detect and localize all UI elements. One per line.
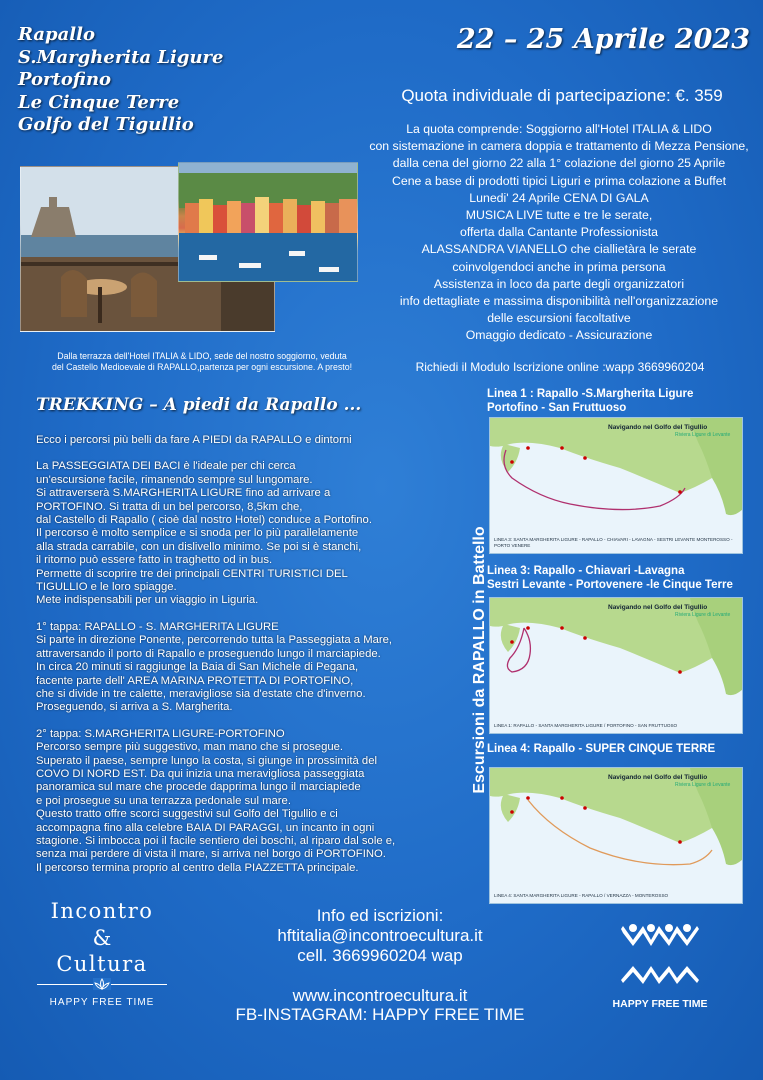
- trekking-para-line: La PASSEGGIATA DEI BACI è l'ideale per chi cerca: [36, 460, 296, 473]
- trekking-para-line: accompagna fino alla celebre BAIA DI PARAGGI, un incanto in ogni: [36, 821, 375, 834]
- excursions-vertical-text: Escursioni da RAPALLO in Battello: [471, 526, 488, 794]
- includes-item: Cene a base di prodotti tipici Liguri e prima colazione a Buffet: [391, 173, 727, 188]
- trekking-para-line: Superato il paese, sempre lungo la costa, si giunge in prossimità del: [36, 754, 377, 767]
- map-illustration: [490, 598, 743, 734]
- route-2-map: [489, 597, 743, 734]
- includes-item: Omaggio dedicato - Assicurazione: [465, 328, 653, 343]
- route-2-title: Linea 3: Rapallo - Chiavari -Lavagna Sestri Levante - Portovenere -le Cinque Terre: [487, 565, 733, 591]
- people-icon: [615, 920, 705, 990]
- trekking-para-line: senza mai perdere di vista il mare, si arriva nel borgo di PORTOFINO.: [36, 848, 386, 861]
- trekking-para-line: e poi prosegue su una terrazza pedonale sul mare.: [36, 794, 291, 807]
- trekking-para-line: panoramica sul mare che procede dapprima lungo il marciapiede: [36, 781, 361, 794]
- portofino-illustration: [179, 163, 358, 282]
- map-footer: LINEA 1: RAPALLO - SANTA MARGHERITA LIGURE / PORTOFINO - SAN FRUTTUOSO: [494, 723, 678, 728]
- trekking-intro: Ecco i percorsi più belli da fare A PIEDI da RAPALLO e dintorni: [36, 434, 352, 446]
- incontro-cultura-logo: [28, 898, 176, 1008]
- contact-email[interactable]: hftitalia@incontroecultura.it: [277, 926, 483, 945]
- includes-item: con sistemazione in camera doppia e trattamento di Mezza Pensione,: [369, 139, 749, 154]
- contacts-title: Info ed iscrizioni:: [316, 906, 444, 925]
- lotus-icon: [93, 978, 111, 990]
- trekking-para-line: Il percorso è molto semplice e si snoda per lo più parallelamente: [36, 527, 359, 540]
- includes-item: La quota comprende: Soggiorno all'Hotel ITALIA & LIDO: [406, 122, 712, 136]
- map-subheading: Riviera Ligure di Levante: [675, 432, 731, 438]
- map-heading: Navigando nel Golfo del Tigullio: [608, 424, 708, 431]
- includes-item: offerta dalla Cantante Professionista: [459, 225, 658, 240]
- includes-item: MUSICA LIVE tutte e tre le serate,: [465, 208, 653, 223]
- price-line: Quota individuale di partecipazione: €. 359: [401, 86, 723, 105]
- map-subheading: Riviera Ligure di Levante: [675, 612, 731, 618]
- trekking-para-line: attraversando il porto di Rapallo e proseguendo lungo il marciapiede.: [36, 647, 381, 660]
- trekking-para-line: Proseguendo, si arriva a S. Margherita.: [36, 701, 233, 714]
- trekking-para-line: Il percorso termina proprio al centro della PIAZZETTA principale.: [36, 861, 359, 874]
- logo-tagline: HAPPY FREE TIME: [49, 997, 155, 1008]
- trekking-para-line: il ritorno può essere fatto in traghetto od in bus.: [36, 554, 273, 567]
- map-subheading: Riviera Ligure di Levante: [675, 782, 731, 788]
- caption-line: del Castello Medioevale di RAPALLO,partenza per ogni escursione. A presto!: [51, 362, 353, 372]
- map-heading: Navigando nel Golfo del Tigullio: [608, 774, 708, 781]
- route-1-title: Linea 1 : Rapallo -S.Margherita Ligure Portofino - San Fruttuoso: [487, 388, 694, 414]
- destination-item: Portofino: [18, 69, 112, 90]
- trekking-para-line: 1° tappa: RAPALLO - S. MARGHERITA LIGURE: [36, 620, 279, 633]
- map-footer: LINEA 4: SANTA MARGHERITA LIGURE - RAPALLO / VERNAZZA - MONTEROSSO: [494, 893, 669, 898]
- trekking-para-line: dal Castello di Rapallo ( cioè dal nostro Hotel) conduce a Portofino.: [36, 514, 372, 527]
- trekking-para-line: Permette di scoprire tre dei principali CENTRI TURISTICI DEL: [36, 567, 348, 580]
- event-dates: 22 – 25 Aprile 2023: [456, 24, 750, 55]
- portofino-photo: [178, 162, 358, 282]
- trekking-para-line: facente parte dell' AREA MARINA PROTETTA DI PORTOFINO,: [36, 674, 354, 687]
- happy-free-time-text: HAPPY FREE TIME: [612, 998, 708, 1010]
- destination-item: Rapallo: [18, 24, 95, 45]
- map-illustration: [490, 418, 743, 554]
- trekking-para-line: TIGULLIO e le loro spiagge.: [36, 581, 177, 594]
- destination-item: Golfo del Tigullio: [18, 114, 194, 135]
- includes-item: dalla cena del giorno 22 alla 1° colazione del giorno 25 Aprile: [392, 156, 726, 171]
- caption-line: Dalla terrazza dell'Hotel ITALIA & LIDO, sede del nostro soggiorno, veduta: [57, 351, 347, 361]
- photo-caption: [18, 351, 386, 373]
- trekking-para-line: In circa 20 minuti si raggiunge la Baia di San Michele di Pegana,: [36, 661, 359, 674]
- map-illustration: [490, 768, 743, 904]
- registration-note: Richiedi il Modulo Iscrizione online :wapp 3669960204: [415, 360, 705, 374]
- trekking-para-line: un'escursione facile, rimanendo sempre sul lungomare.: [36, 473, 313, 486]
- trekking-text: [36, 434, 476, 875]
- trekking-para-line: PORTOFINO. Si tratta di un bel percorso, 8,5km che,: [36, 500, 303, 513]
- route-3-map: [489, 767, 743, 904]
- logo-ampersand: &: [92, 926, 112, 950]
- includes-item: info dettagliate e massima disponibilità nell'organizzazione: [399, 294, 719, 309]
- destination-item: S.Margherita Ligure: [18, 46, 224, 68]
- includes-list: [355, 121, 763, 345]
- logo-divider: [37, 984, 167, 985]
- trekking-para-line: COVO DI NORD EST. Da qui inizia una meravigliosa passeggiata: [36, 767, 365, 780]
- includes-item: coinvolgendoci anche in prima persona: [452, 259, 666, 274]
- logo-word-incontro: Incontro: [50, 899, 154, 923]
- trekking-title: TREKKING – A piedi da Rapallo ...: [36, 395, 362, 415]
- trekking-para-line: che si divide in tre calette, meravigliose sia d'estate che d'inverno.: [36, 687, 366, 700]
- contact-website[interactable]: www.incontroecultura.it: [292, 986, 468, 1005]
- includes-item: Lunedi' 24 Aprile CENA DI GALA: [469, 190, 649, 205]
- map-heading: Navigando nel Golfo del Tigullio: [608, 604, 708, 611]
- includes-item: Assistenza in loco da parte degli organizzatori: [433, 276, 685, 291]
- destination-item: Le Cinque Terre: [18, 91, 180, 113]
- trekking-para-line: 2° tappa: S.MARGHERITA LIGURE-PORTOFINO: [36, 727, 285, 740]
- contact-social[interactable]: FB-INSTAGRAM: HAPPY FREE TIME: [235, 1005, 525, 1024]
- trekking-para-line: Questo tratto offre scorci suggestivi sul Golfo del Tigullio e ci: [36, 808, 338, 821]
- destinations-list: [18, 24, 318, 137]
- trekking-para-line: stagione. Si imbocca poi il facile sentiero dei boschi, al riparo dal sole e,: [36, 834, 396, 847]
- route-3-title: Linea 4: Rapallo - SUPER CINQUE TERRE: [487, 743, 716, 755]
- logo-word-cultura: Cultura: [56, 952, 148, 976]
- trekking-para-line: Si attraverserà S.MARGHERITA LIGURE fino ad arrivare a: [36, 487, 331, 500]
- contact-phone[interactable]: cell. 3669960204 wap: [297, 946, 463, 965]
- trekking-para-line: Mete indispensabili per un viaggio in Liguria.: [36, 594, 259, 607]
- includes-item: ALASSANDRA VIANELLO che ciallietàra le serate: [421, 242, 697, 257]
- happy-free-time-logo: [600, 920, 720, 1010]
- map-footer: LINEA 3: SANTA MARGHERITA LIGURE - RAPALLO - CHIAVARI - LAVAGNA - SESTRI LEVANTE MONTEROSSO - PORTO VENERE: [494, 537, 733, 548]
- route-1-map: [489, 417, 743, 554]
- trekking-para-line: alla strada carrabile, con un dislivello minimo. Se poi si è stanchi,: [36, 540, 362, 553]
- trekking-para-line: Si parte in direzione Ponente, percorrendo tutta la Passeggiata a Mare,: [36, 634, 393, 647]
- includes-item: delle escursioni facoltative: [487, 311, 631, 326]
- trekking-para-line: Percorso sempre più suggestivo, man mano che si prosegue.: [36, 741, 344, 754]
